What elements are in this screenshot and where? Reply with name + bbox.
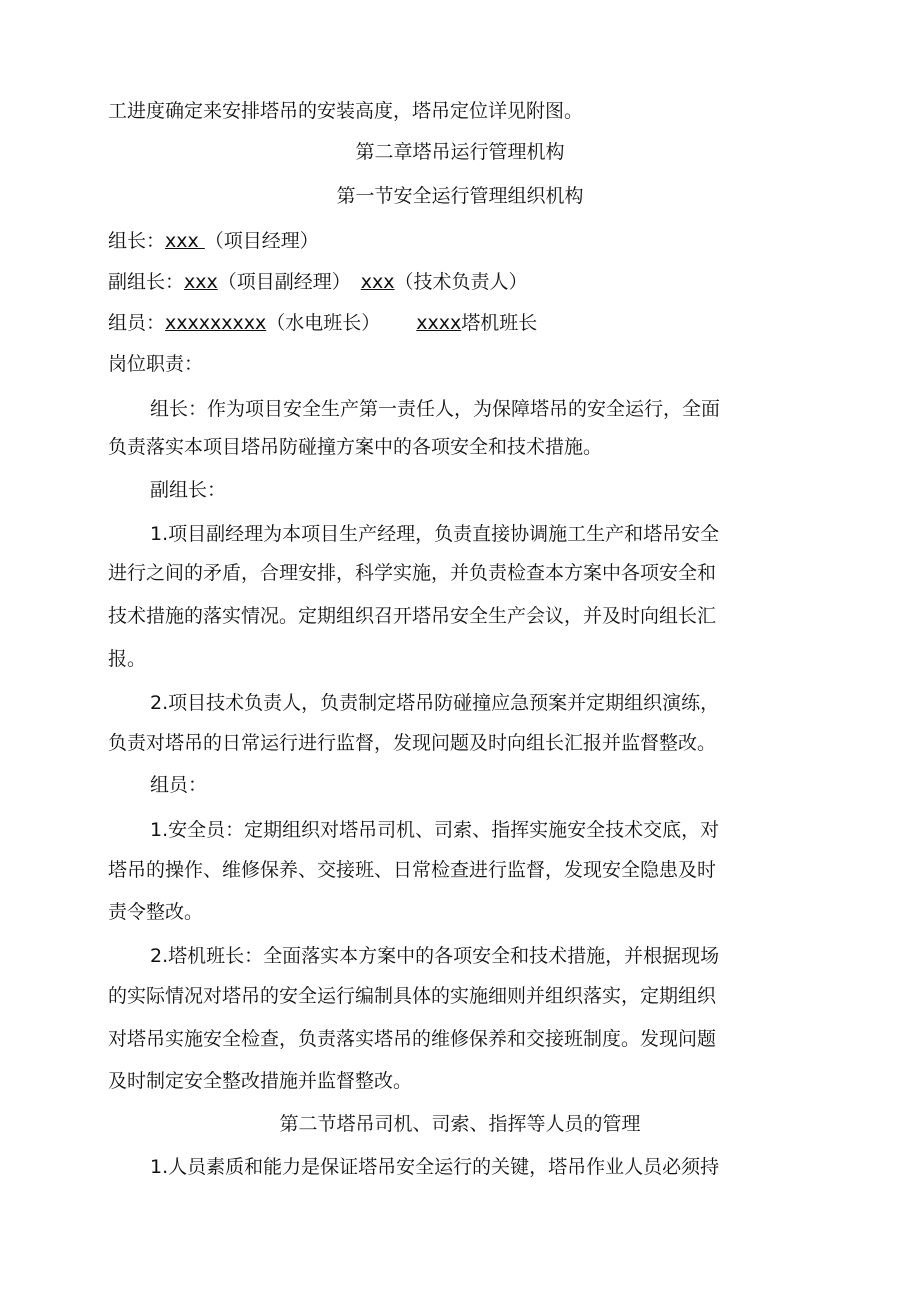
member-line — [108, 310, 768, 336]
paragraph-line: 进行之间的矛盾，合理安排，科学实施，并负责检查本方案中各项安全和 — [108, 562, 717, 584]
section-title: 第二节塔吊司机、司索、指挥等人员的管理 — [279, 1113, 641, 1135]
paragraph-line: 组长：作为项目安全生产第一责任人，为保障塔吊的安全运行，全面 — [150, 398, 721, 420]
member-heading: 组员： — [150, 774, 208, 796]
deputy-heading: 副组长： — [150, 479, 227, 501]
paragraph-line: 负责落实本项目塔吊防碰撞方案中的各项安全和技术措施。 — [108, 436, 603, 458]
paragraph-line: 塔吊的操作、维修保养、交接班、日常检查进行监督，发现安全隐患及时 — [108, 859, 717, 881]
deputy-label: 副组长： — [108, 271, 185, 293]
paragraph-line: 责令整改。 — [108, 901, 204, 923]
deputy2-role: （技术负责人） — [394, 271, 528, 293]
leader-line — [108, 228, 768, 254]
leader-label: 组长： — [108, 230, 166, 252]
deputy-line — [108, 269, 768, 295]
paragraph-line: 对塔吊实施安全检查，负责落实塔吊的维修保养和交接班制度。发现问题 — [108, 1028, 717, 1050]
chapter-title: 第二章塔吊运行管理机构 — [355, 141, 565, 163]
paragraph-line: 工进度确定来安排塔吊的安装高度，塔吊定位详见附图。 — [108, 100, 584, 122]
member2-role: 塔机班长 — [461, 312, 538, 334]
paragraph-line: 1.项目副经理为本项目生产经理，负责直接协调施工生产和塔吊安全 — [150, 523, 720, 545]
leader-name: xxx — [165, 230, 205, 252]
paragraph-line: 负责对塔吊的日常运行进行监督，发现问题及时向组长汇报并监督整改。 — [108, 732, 717, 754]
paragraph-line: 1.人员素质和能力是保证塔吊安全运行的关键，塔吊作业人员必须持 — [150, 1156, 720, 1178]
deputy1-name: xxx — [184, 271, 218, 293]
duties-heading: 岗位职责： — [108, 353, 204, 375]
paragraph-line: 技术措施的落实情况。定期组织召开塔吊安全生产会议，并及时向组长汇 — [108, 605, 717, 627]
paragraph-line: 2.项目技术负责人，负责制定塔吊防碰撞应急预案并定期组织演练， — [150, 692, 720, 714]
paragraph-line: 报。 — [108, 648, 147, 670]
deputy1-role: （项目副经理） — [217, 271, 351, 293]
paragraph-line: 1.安全员：定期组织对塔吊司机、司索、指挥实施安全技术交底，对 — [150, 819, 720, 841]
member1-name: xxxxxxxxx — [165, 312, 267, 334]
member1-role: （水电班长） — [266, 312, 381, 334]
deputy2-name: xxx — [360, 271, 395, 293]
leader-role: （项目经理） — [204, 230, 319, 252]
member2-name: xxxx — [416, 312, 462, 334]
paragraph-line: 的实际情况对塔吊的安全运行编制具体的实施细则并组织落实，定期组织 — [108, 985, 717, 1007]
section-title: 第一节安全运行管理组织机构 — [336, 185, 584, 207]
paragraph-line: 及时制定安全整改措施并监督整改。 — [108, 1070, 413, 1092]
paragraph-line: 2.塔机班长：全面落实本方案中的各项安全和技术措施，并根据现场 — [150, 945, 720, 967]
member-label: 组员： — [108, 312, 166, 334]
